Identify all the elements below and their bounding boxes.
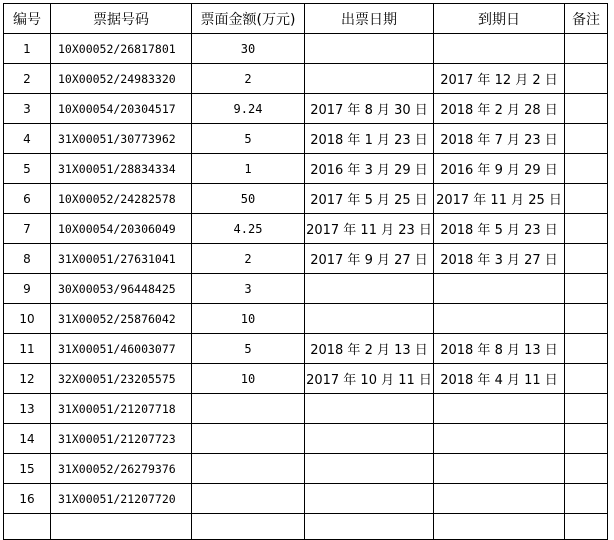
cell-remarks: [565, 334, 608, 364]
header-remarks: 备注: [565, 4, 608, 34]
cell-ticket-number: 10X00052/26817801: [51, 34, 192, 64]
cell-number: 12: [4, 364, 51, 394]
header-face-amount: 票面金额(万元): [192, 4, 305, 34]
cell-number: 8: [4, 244, 51, 274]
cell-face-amount: 50: [192, 184, 305, 214]
cell-ticket-number: 31X00051/21207723: [51, 424, 192, 454]
cell-due-date: [434, 514, 565, 540]
cell-face-amount: [192, 394, 305, 424]
cell-issue-date: 2017 年 10 月 11 日: [305, 364, 434, 394]
cell-ticket-number: 31X00052/26279376: [51, 454, 192, 484]
table-row: [4, 514, 608, 540]
cell-remarks: [565, 304, 608, 334]
table-row: [4, 394, 608, 424]
cell-face-amount: 2: [192, 244, 305, 274]
cell-number: 4: [4, 124, 51, 154]
cell-ticket-number: 31X00051/46003077: [51, 334, 192, 364]
header-number: 编号: [4, 4, 51, 34]
cell-face-amount: 10: [192, 304, 305, 334]
cell-face-amount: 10: [192, 364, 305, 394]
cell-issue-date: [305, 454, 434, 484]
bill-table: [3, 3, 608, 540]
cell-number: [4, 514, 51, 540]
table-row: [4, 154, 608, 184]
cell-issue-date: [305, 304, 434, 334]
cell-remarks: [565, 514, 608, 540]
header-ticket-number: 票据号码: [51, 4, 192, 34]
cell-due-date: 2018 年 4 月 11 日: [434, 364, 565, 394]
cell-ticket-number: 31X00051/21207720: [51, 484, 192, 514]
cell-due-date: 2018 年 7 月 23 日: [434, 124, 565, 154]
cell-ticket-number: 32X00051/23205575: [51, 364, 192, 394]
cell-due-date: 2017 年 12 月 2 日: [434, 64, 565, 94]
cell-face-amount: 3: [192, 274, 305, 304]
cell-face-amount: 30: [192, 34, 305, 64]
cell-issue-date: [305, 514, 434, 540]
cell-face-amount: 2: [192, 64, 305, 94]
cell-remarks: [565, 154, 608, 184]
cell-number: 16: [4, 484, 51, 514]
cell-ticket-number: 31X00051/27631041: [51, 244, 192, 274]
table-row: [4, 34, 608, 64]
cell-remarks: [565, 34, 608, 64]
cell-number: 11: [4, 334, 51, 364]
cell-face-amount: 9.24: [192, 94, 305, 124]
cell-issue-date: 2018 年 1 月 23 日: [305, 124, 434, 154]
cell-number: 15: [4, 454, 51, 484]
cell-ticket-number: 30X00053/96448425: [51, 274, 192, 304]
cell-ticket-number: 31X00051/28834334: [51, 154, 192, 184]
cell-due-date: [434, 304, 565, 334]
cell-remarks: [565, 274, 608, 304]
table-row: [4, 64, 608, 94]
header-issue-date: 出票日期: [305, 4, 434, 34]
table-row: [4, 244, 608, 274]
cell-issue-date: 2017 年 9 月 27 日: [305, 244, 434, 274]
table-row: [4, 184, 608, 214]
cell-issue-date: 2017 年 8 月 30 日: [305, 94, 434, 124]
cell-remarks: [565, 244, 608, 274]
cell-number: 13: [4, 394, 51, 424]
cell-face-amount: 5: [192, 334, 305, 364]
cell-due-date: 2018 年 5 月 23 日: [434, 214, 565, 244]
cell-due-date: [434, 394, 565, 424]
cell-remarks: [565, 424, 608, 454]
cell-ticket-number: [51, 514, 192, 540]
cell-face-amount: 5: [192, 124, 305, 154]
cell-face-amount: 4.25: [192, 214, 305, 244]
cell-due-date: 2017 年 11 月 25 日: [434, 184, 565, 214]
cell-due-date: 2018 年 2 月 28 日: [434, 94, 565, 124]
cell-issue-date: 2017 年 5 月 25 日: [305, 184, 434, 214]
cell-issue-date: [305, 424, 434, 454]
cell-face-amount: [192, 514, 305, 540]
cell-remarks: [565, 94, 608, 124]
cell-due-date: 2018 年 3 月 27 日: [434, 244, 565, 274]
cell-ticket-number: 31X00052/25876042: [51, 304, 192, 334]
cell-due-date: 2016 年 9 月 29 日: [434, 154, 565, 184]
header-row: [4, 4, 608, 34]
cell-remarks: [565, 394, 608, 424]
cell-ticket-number: 10X00052/24983320: [51, 64, 192, 94]
cell-ticket-number: 31X00051/30773962: [51, 124, 192, 154]
cell-issue-date: [305, 484, 434, 514]
cell-remarks: [565, 214, 608, 244]
cell-number: 6: [4, 184, 51, 214]
cell-issue-date: [305, 274, 434, 304]
cell-number: 1: [4, 34, 51, 64]
cell-issue-date: 2018 年 2 月 13 日: [305, 334, 434, 364]
table-row: [4, 124, 608, 154]
cell-ticket-number: 10X00054/20306049: [51, 214, 192, 244]
cell-remarks: [565, 364, 608, 394]
cell-issue-date: [305, 34, 434, 64]
cell-ticket-number: 31X00051/21207718: [51, 394, 192, 424]
table-row: [4, 424, 608, 454]
cell-face-amount: [192, 454, 305, 484]
table-row: [4, 274, 608, 304]
cell-remarks: [565, 124, 608, 154]
cell-face-amount: 1: [192, 154, 305, 184]
table-row: [4, 484, 608, 514]
table-row: [4, 94, 608, 124]
table-row: [4, 334, 608, 364]
table-row: [4, 304, 608, 334]
cell-number: 7: [4, 214, 51, 244]
cell-issue-date: 2016 年 3 月 29 日: [305, 154, 434, 184]
cell-issue-date: 2017 年 11 月 23 日: [305, 214, 434, 244]
header-due-date: 到期日: [434, 4, 565, 34]
cell-due-date: [434, 424, 565, 454]
cell-due-date: [434, 484, 565, 514]
cell-due-date: [434, 454, 565, 484]
cell-number: 2: [4, 64, 51, 94]
cell-issue-date: [305, 64, 434, 94]
table-row: [4, 214, 608, 244]
cell-number: 10: [4, 304, 51, 334]
cell-face-amount: [192, 424, 305, 454]
cell-remarks: [565, 184, 608, 214]
cell-remarks: [565, 454, 608, 484]
cell-due-date: 2018 年 8 月 13 日: [434, 334, 565, 364]
cell-number: 14: [4, 424, 51, 454]
cell-due-date: [434, 34, 565, 64]
cell-number: 5: [4, 154, 51, 184]
cell-remarks: [565, 484, 608, 514]
cell-due-date: [434, 274, 565, 304]
cell-issue-date: [305, 394, 434, 424]
cell-ticket-number: 10X00052/24282578: [51, 184, 192, 214]
cell-remarks: [565, 64, 608, 94]
table-row: [4, 454, 608, 484]
table-row: [4, 364, 608, 394]
cell-number: 9: [4, 274, 51, 304]
cell-number: 3: [4, 94, 51, 124]
cell-face-amount: [192, 484, 305, 514]
table-body: [4, 34, 608, 540]
cell-ticket-number: 10X00054/20304517: [51, 94, 192, 124]
